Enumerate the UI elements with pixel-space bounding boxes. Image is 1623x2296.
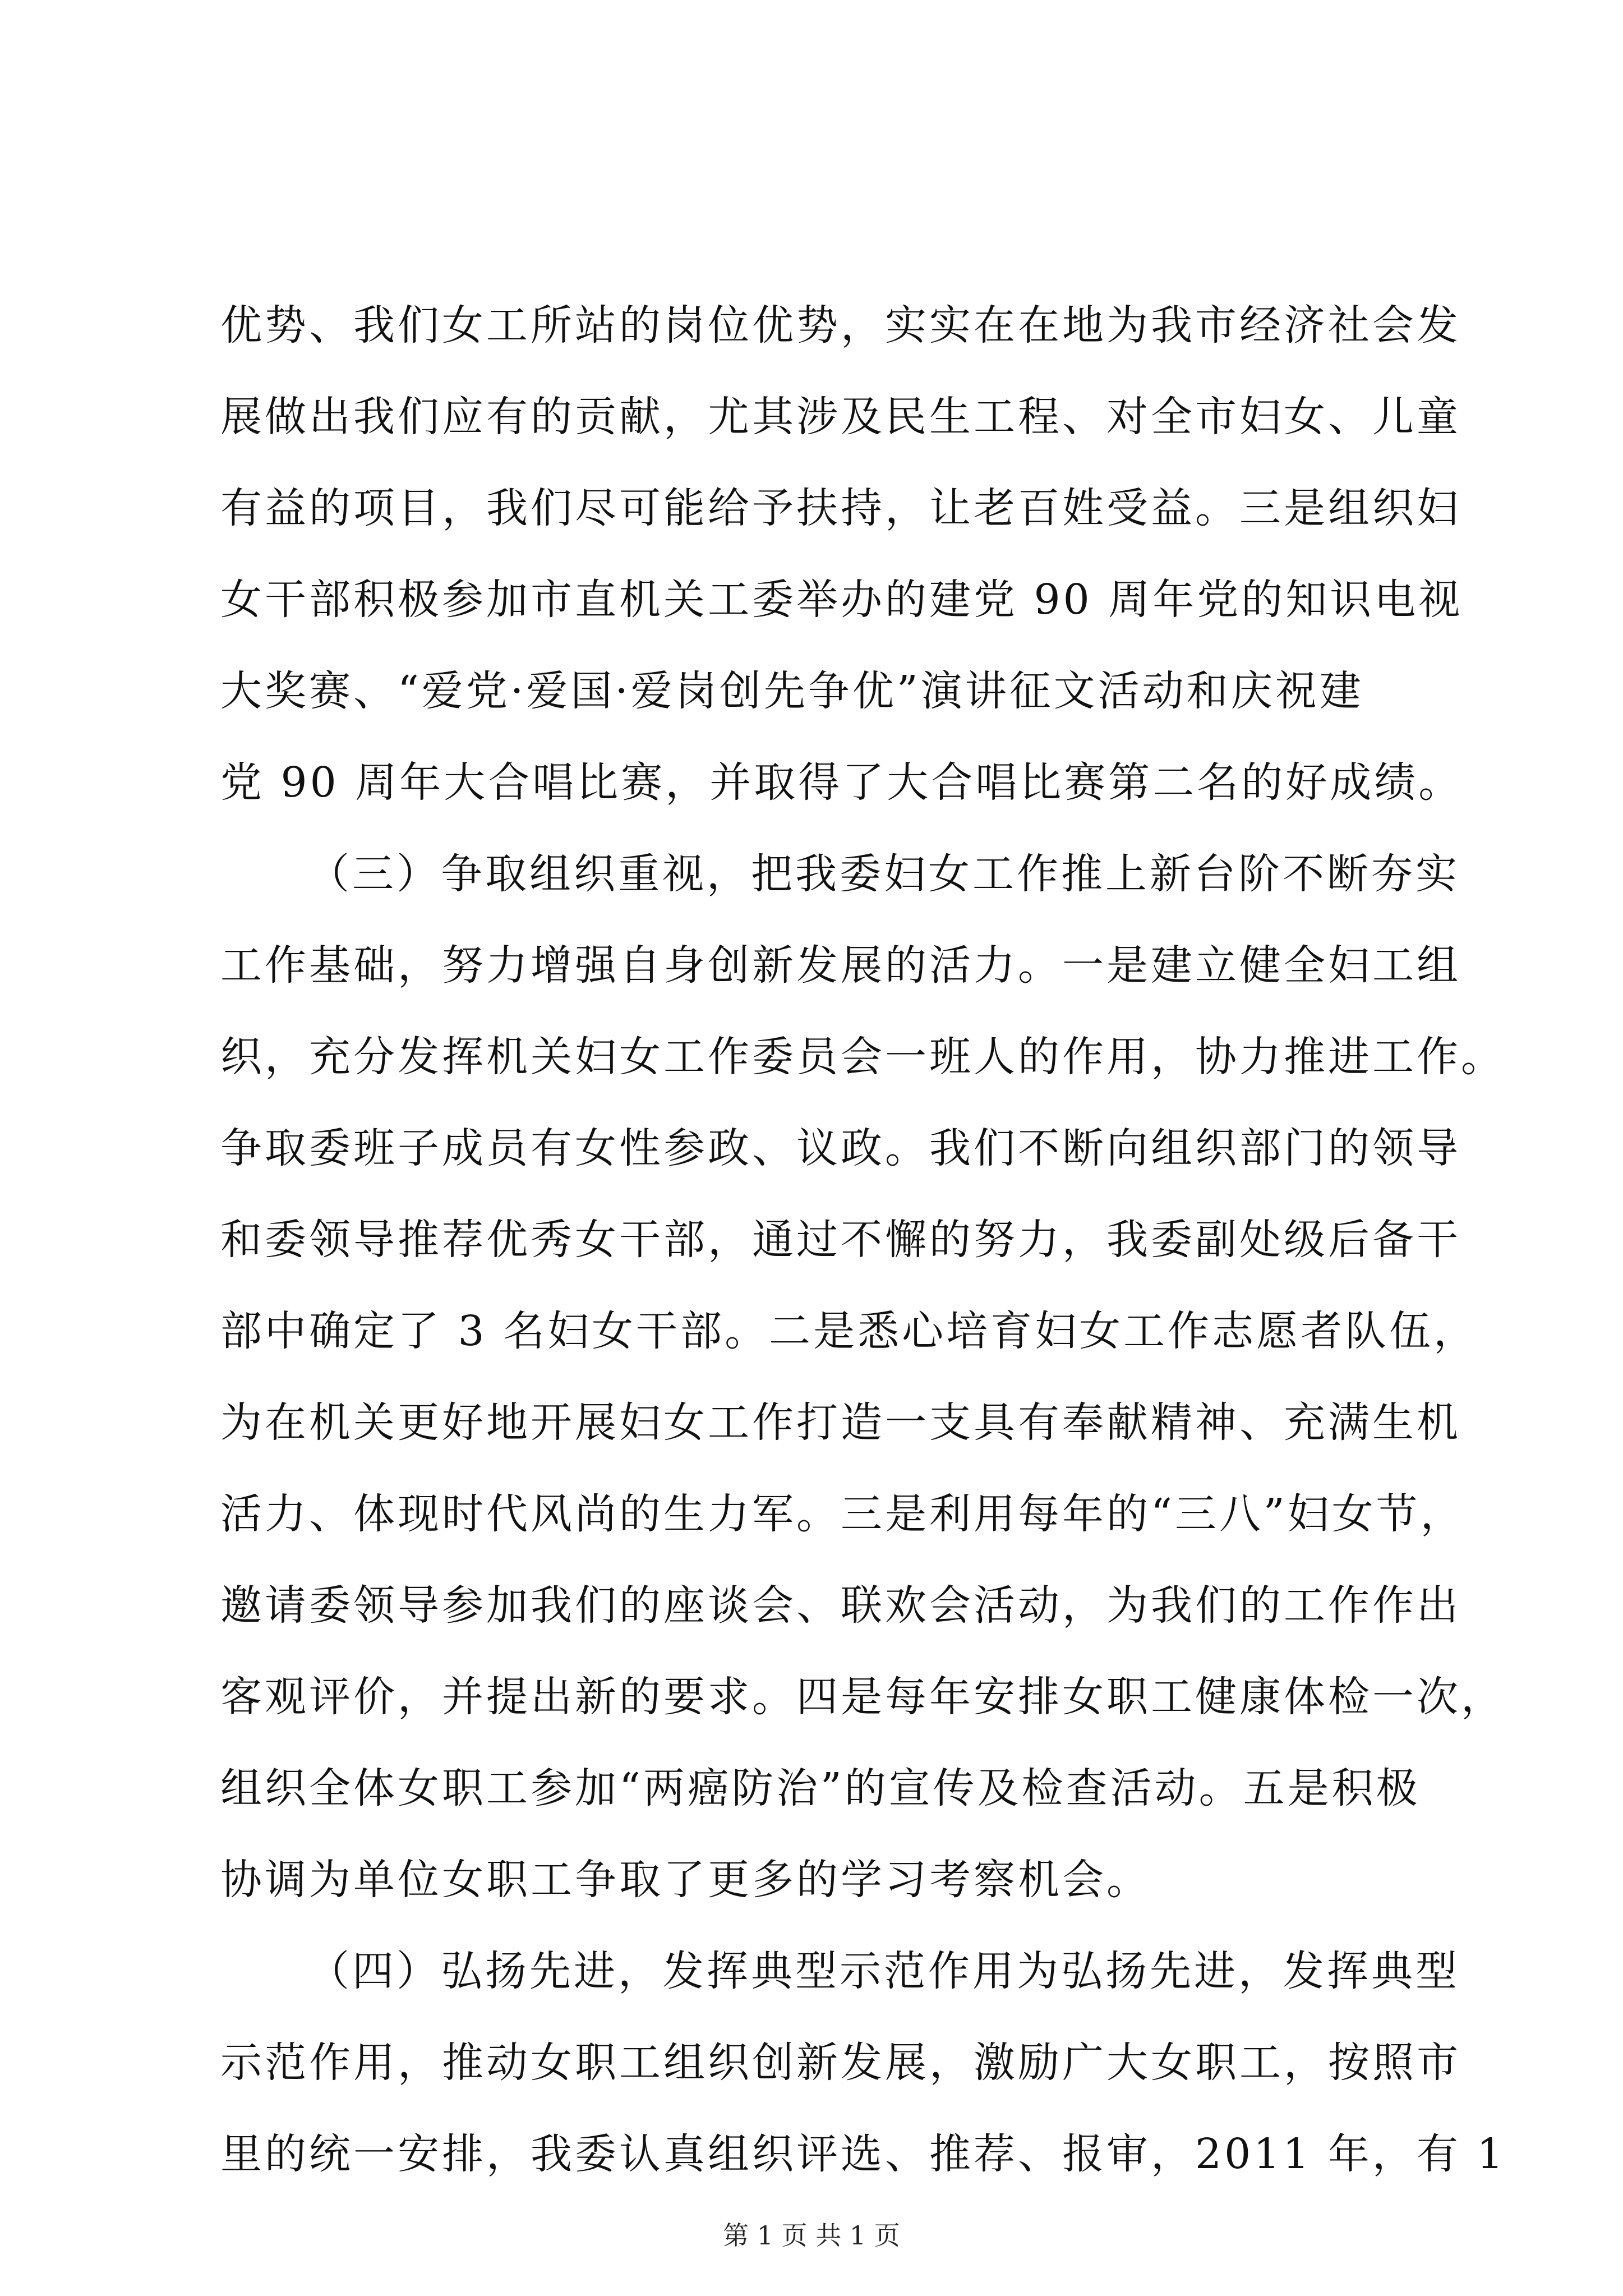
page-footer: 第 1 页 共 1 页 (723, 2220, 900, 2251)
text-line-14: 活力、体现时代风尚的生力军。三是利用每年的“三八”妇女节， (220, 1490, 1465, 1538)
text-line-10: 争取委班子成员有女性参政、议政。我们不断向组织部门的领导 (220, 1124, 1461, 1172)
text-line-3: 有益的项目，我们尽可能给予扶持，让老百姓受益。三是组织妇 (220, 484, 1461, 532)
text-line-6: 党 90 周年大合唱比赛，并取得了大合唱比赛第二名的好成绩。 (220, 758, 1463, 807)
text-line-11: 和委领导推荐优秀女干部，通过不懈的努力，我委副处级后备干 (220, 1216, 1461, 1264)
text-line-16: 客观评价，并提出新的要求。四是每年安排女职工健康体检一次， (220, 1673, 1505, 1721)
text-line-12: 部中确定了 3 名妇女干部。二是悉心培育妇女工作志愿者队伍， (220, 1307, 1478, 1355)
paragraph-4-first-line: （四）弘扬先进，发挥典型示范作用为弘扬先进，发挥典型 (308, 1947, 1460, 1995)
text-line-18: 协调为单位女职工争取了更多的学习考察机会。 (220, 1856, 1151, 1904)
text-line-20: 示范作用，推动女职工组织创新发展，激励广大女职工，按照市 (220, 2039, 1461, 2087)
text-line-2: 展做出我们应有的贡献，尤其涉及民生工程、对全市妇女、儿童 (220, 393, 1461, 441)
text-line-8: 工作基础，努力增强自身创新发展的活力。一是建立健全妇工组 (220, 941, 1461, 990)
text-line-15: 邀请委领导参加我们的座谈会、联欢会活动，为我们的工作作出 (220, 1581, 1461, 1630)
text-line-9: 织，充分发挥机关妇女工作委员会一班人的作用，协力推进工作。 (220, 1033, 1505, 1081)
text-line-21: 里的统一安排，我委认真组织评选、推荐、报审，2011 年，有 1 (220, 2130, 1506, 2178)
text-line-13: 为在机关更好地开展妇女工作打造一支具有奉献精神、充满生机 (220, 1398, 1461, 1447)
paragraph-3-first-line: （三）争取组织重视，把我委妇女工作推上新台阶不断夯实 (308, 850, 1460, 898)
text-line-17: 组织全体女职工参加“两癌防治”的宣传及检查活动。五是积极 (220, 1764, 1421, 1812)
text-line-1: 优势、我们女工所站的岗位优势，实实在在地为我市经济社会发 (220, 301, 1461, 349)
text-line-4: 女干部积极参加市直机关工委举办的建党 90 周年党的知识电视 (220, 576, 1463, 624)
text-line-5: 大奖赛、“爱党·爱国·爱岗创先争优”演讲征文活动和庆祝建 (220, 667, 1364, 715)
